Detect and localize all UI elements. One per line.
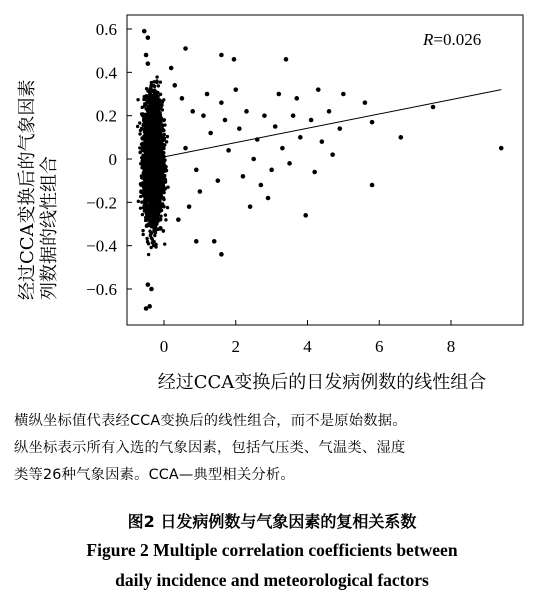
note-line-3: 类等26种气象因素。CCA—典型相关分析。: [14, 467, 295, 483]
data-point: [147, 97, 150, 100]
data-point: [154, 245, 157, 248]
data-point: [212, 239, 217, 244]
data-point: [146, 111, 149, 114]
data-point: [273, 124, 278, 129]
data-point: [154, 98, 157, 101]
data-point: [155, 103, 158, 106]
data-point: [165, 140, 168, 143]
regression-line: [164, 90, 501, 157]
data-point: [158, 226, 163, 231]
data-point: [144, 103, 147, 106]
data-point: [155, 223, 158, 226]
data-point: [248, 204, 253, 209]
data-point: [219, 53, 224, 58]
data-point: [280, 146, 285, 151]
caption-english-line2: daily incidence and meteorological factors: [115, 570, 429, 590]
data-point: [259, 183, 264, 188]
data-point: [277, 92, 282, 97]
data-point: [205, 92, 210, 97]
data-point: [148, 212, 151, 215]
data-point: [151, 121, 154, 124]
data-point: [398, 135, 403, 140]
data-point: [162, 190, 165, 193]
data-point: [159, 80, 162, 83]
data-point: [141, 142, 144, 145]
data-point: [157, 98, 160, 101]
data-point: [152, 84, 155, 87]
y-axis-title: [17, 74, 60, 300]
data-point: [139, 162, 142, 165]
data-point: [158, 178, 161, 181]
data-point: [147, 253, 150, 256]
data-point: [294, 96, 299, 101]
data-point: [138, 121, 141, 124]
data-point: [183, 46, 188, 51]
data-point: [148, 187, 151, 190]
y-tick-label: −0.2: [86, 193, 117, 213]
data-point: [363, 100, 368, 105]
data-point: [153, 114, 156, 117]
data-point: [156, 219, 159, 222]
data-point: [237, 126, 242, 131]
data-point: [152, 240, 155, 243]
data-point: [148, 91, 151, 94]
data-point: [309, 118, 314, 123]
data-point: [187, 204, 192, 209]
data-point: [337, 126, 342, 131]
data-point: [157, 149, 160, 152]
data-point: [147, 304, 152, 309]
data-point: [142, 154, 145, 157]
data-point: [140, 176, 143, 179]
data-point: [144, 138, 147, 141]
data-point: [146, 223, 149, 226]
data-point: [154, 183, 157, 186]
data-point: [149, 194, 152, 197]
data-point: [232, 57, 237, 62]
data-point: [157, 130, 160, 133]
data-point: [316, 87, 321, 92]
data-point: [327, 109, 332, 114]
data-point: [147, 204, 150, 207]
data-point: [159, 181, 162, 184]
data-point: [151, 217, 154, 220]
data-point: [194, 239, 199, 244]
data-point: [166, 186, 169, 189]
data-point: [180, 96, 185, 101]
data-point: [156, 91, 159, 94]
data-point: [156, 188, 159, 191]
data-point: [154, 193, 157, 196]
data-point: [158, 171, 161, 174]
r-value-annotation: [422, 30, 481, 49]
data-point: [146, 170, 149, 173]
data-point: [149, 234, 152, 237]
data-point: [262, 113, 267, 118]
data-point: [161, 124, 164, 127]
data-point: [159, 105, 162, 108]
data-point: [152, 151, 155, 154]
data-point: [159, 118, 162, 121]
data-point: [154, 135, 157, 138]
data-point: [233, 87, 238, 92]
data-point: [223, 118, 228, 123]
data-point: [146, 35, 151, 40]
data-point: [143, 95, 146, 98]
data-point: [143, 159, 146, 162]
data-point: [138, 132, 141, 135]
data-point: [164, 218, 167, 221]
data-point: [149, 88, 152, 91]
data-point: [147, 242, 150, 245]
data-point: [148, 147, 151, 150]
x-tick-label: 2: [231, 337, 240, 356]
data-point: [148, 198, 151, 201]
data-point: [140, 127, 143, 130]
data-point: [140, 136, 143, 139]
data-point: [141, 213, 144, 216]
data-point: [163, 143, 166, 146]
data-point: [161, 158, 164, 161]
data-point: [150, 156, 153, 159]
data-point: [241, 174, 246, 179]
data-point: [330, 152, 335, 157]
data-point: [147, 176, 150, 179]
data-point: [158, 200, 161, 203]
data-point: [266, 196, 271, 201]
data-point: [146, 282, 151, 287]
data-point: [148, 119, 151, 122]
data-point: [156, 207, 159, 210]
y-tick-label: 0.4: [95, 63, 117, 83]
data-point: [139, 190, 142, 193]
data-point: [146, 207, 149, 210]
data-point: [153, 138, 156, 141]
data-point: [152, 103, 155, 106]
data-point: [140, 200, 143, 203]
data-point: [145, 237, 148, 240]
x-axis-title: 经过CCA变换后的日发病例数的线性组合: [157, 372, 487, 393]
data-point: [143, 113, 146, 116]
data-point: [166, 135, 169, 138]
data-point: [144, 53, 149, 58]
y-tick-label: 0: [108, 150, 117, 169]
data-point: [157, 154, 160, 157]
data-point: [157, 211, 160, 214]
data-point: [158, 121, 161, 124]
data-point: [136, 98, 139, 101]
data-point: [136, 125, 139, 128]
data-point: [147, 142, 150, 145]
data-point: [141, 233, 144, 236]
data-point: [145, 152, 148, 155]
data-point: [164, 213, 167, 216]
data-point: [160, 150, 163, 153]
data-point: [153, 197, 156, 200]
data-point: [158, 142, 161, 145]
data-point: [251, 157, 256, 162]
data-point: [287, 161, 292, 166]
data-point: [216, 178, 221, 183]
note-line-1: 横纵坐标值代表经CCA变换后的线性组合，而不是原始数据。: [14, 413, 407, 429]
data-point: [162, 165, 165, 168]
data-point: [145, 199, 148, 202]
data-point: [208, 131, 213, 136]
data-point: [370, 120, 375, 125]
data-point: [312, 170, 317, 175]
y-tick-label: −0.4: [86, 236, 117, 256]
data-point: [226, 148, 231, 153]
data-point: [157, 194, 160, 197]
data-point: [139, 195, 142, 198]
figure-note: [14, 408, 534, 489]
data-point: [154, 119, 157, 122]
data-point: [153, 179, 156, 182]
data-point: [142, 123, 145, 126]
x-tick-label: 6: [375, 337, 384, 356]
x-tick-label: 8: [446, 337, 456, 356]
data-point: [144, 147, 147, 150]
data-point: [146, 134, 149, 137]
data-point: [149, 287, 154, 292]
data-point: [146, 61, 151, 66]
data-point: [153, 164, 156, 167]
data-point: [147, 183, 150, 186]
data-point: [152, 129, 155, 132]
data-point: [145, 179, 148, 182]
data-point: [141, 181, 144, 184]
data-point: [183, 146, 188, 151]
note-line-2: 纵坐标表示所有入选的气象因素，包括气压类、气温类、湿度: [14, 440, 406, 456]
x-tick-label: 0: [159, 337, 169, 356]
data-point: [147, 100, 150, 103]
data-point: [147, 124, 150, 127]
data-point: [219, 252, 224, 257]
data-point: [160, 128, 163, 131]
y-tick-label: 0.2: [95, 106, 117, 126]
data-point: [148, 229, 151, 232]
data-point: [147, 164, 150, 167]
caption-english-line1: Figure 2 Multiple correlation coefficients between: [86, 540, 458, 560]
data-point: [499, 146, 504, 151]
data-point: [142, 29, 147, 34]
data-point: [151, 202, 154, 205]
data-point: [341, 92, 346, 97]
data-point: [158, 138, 161, 141]
data-point: [219, 100, 224, 105]
data-point: [150, 134, 153, 137]
data-point: [140, 166, 143, 169]
data-point: [157, 84, 160, 87]
data-point: [145, 87, 148, 90]
data-point: [194, 168, 199, 173]
r-number: =0.026: [433, 30, 482, 49]
data-point: [172, 83, 177, 88]
data-point: [157, 184, 160, 187]
data-point: [155, 201, 158, 204]
data-point: [176, 217, 181, 222]
r-symbol: R: [423, 30, 434, 49]
data-point: [284, 57, 289, 62]
y-axis-ticks: [86, 20, 132, 299]
data-point: [141, 149, 144, 152]
data-point: [158, 113, 161, 116]
caption-chinese: 图2 日发病例数与气象因素的复相关系数: [127, 512, 417, 531]
data-point: [161, 202, 164, 205]
data-point: [166, 206, 169, 209]
data-point: [147, 129, 150, 132]
plot-frame: [127, 15, 523, 325]
data-point: [163, 242, 166, 245]
data-point: [148, 160, 151, 163]
data-point: [155, 79, 158, 82]
data-point: [298, 135, 303, 140]
data-point: [155, 175, 158, 178]
x-tick-label: 4: [303, 337, 312, 356]
data-point: [150, 169, 153, 172]
data-point: [162, 98, 165, 101]
data-point: [431, 105, 436, 110]
y-tick-label: −0.6: [86, 280, 117, 299]
data-point: [201, 113, 206, 118]
y-tick-label: 0.6: [95, 20, 117, 39]
y-axis-title-line1: 经过CCA变换后的气象因素: [17, 79, 38, 300]
data-point: [142, 118, 145, 121]
data-point: [169, 66, 174, 71]
data-point: [198, 189, 203, 194]
data-point: [143, 163, 146, 166]
data-point: [152, 80, 155, 83]
data-point: [320, 139, 325, 144]
data-point: [155, 75, 158, 78]
data-point: [190, 109, 195, 114]
data-point: [137, 200, 140, 203]
data-point: [141, 229, 144, 232]
data-point: [162, 177, 165, 180]
data-points: [136, 29, 504, 311]
data-point: [291, 113, 296, 118]
y-axis-title-line2: 列数据的线性组合: [39, 156, 60, 300]
data-point: [155, 228, 158, 231]
data-point: [370, 183, 375, 188]
data-point: [154, 126, 157, 129]
data-point: [139, 206, 142, 209]
data-point: [163, 118, 166, 121]
data-point: [244, 109, 249, 114]
data-point: [303, 213, 308, 218]
data-point: [269, 168, 274, 173]
data-point: [153, 234, 156, 237]
